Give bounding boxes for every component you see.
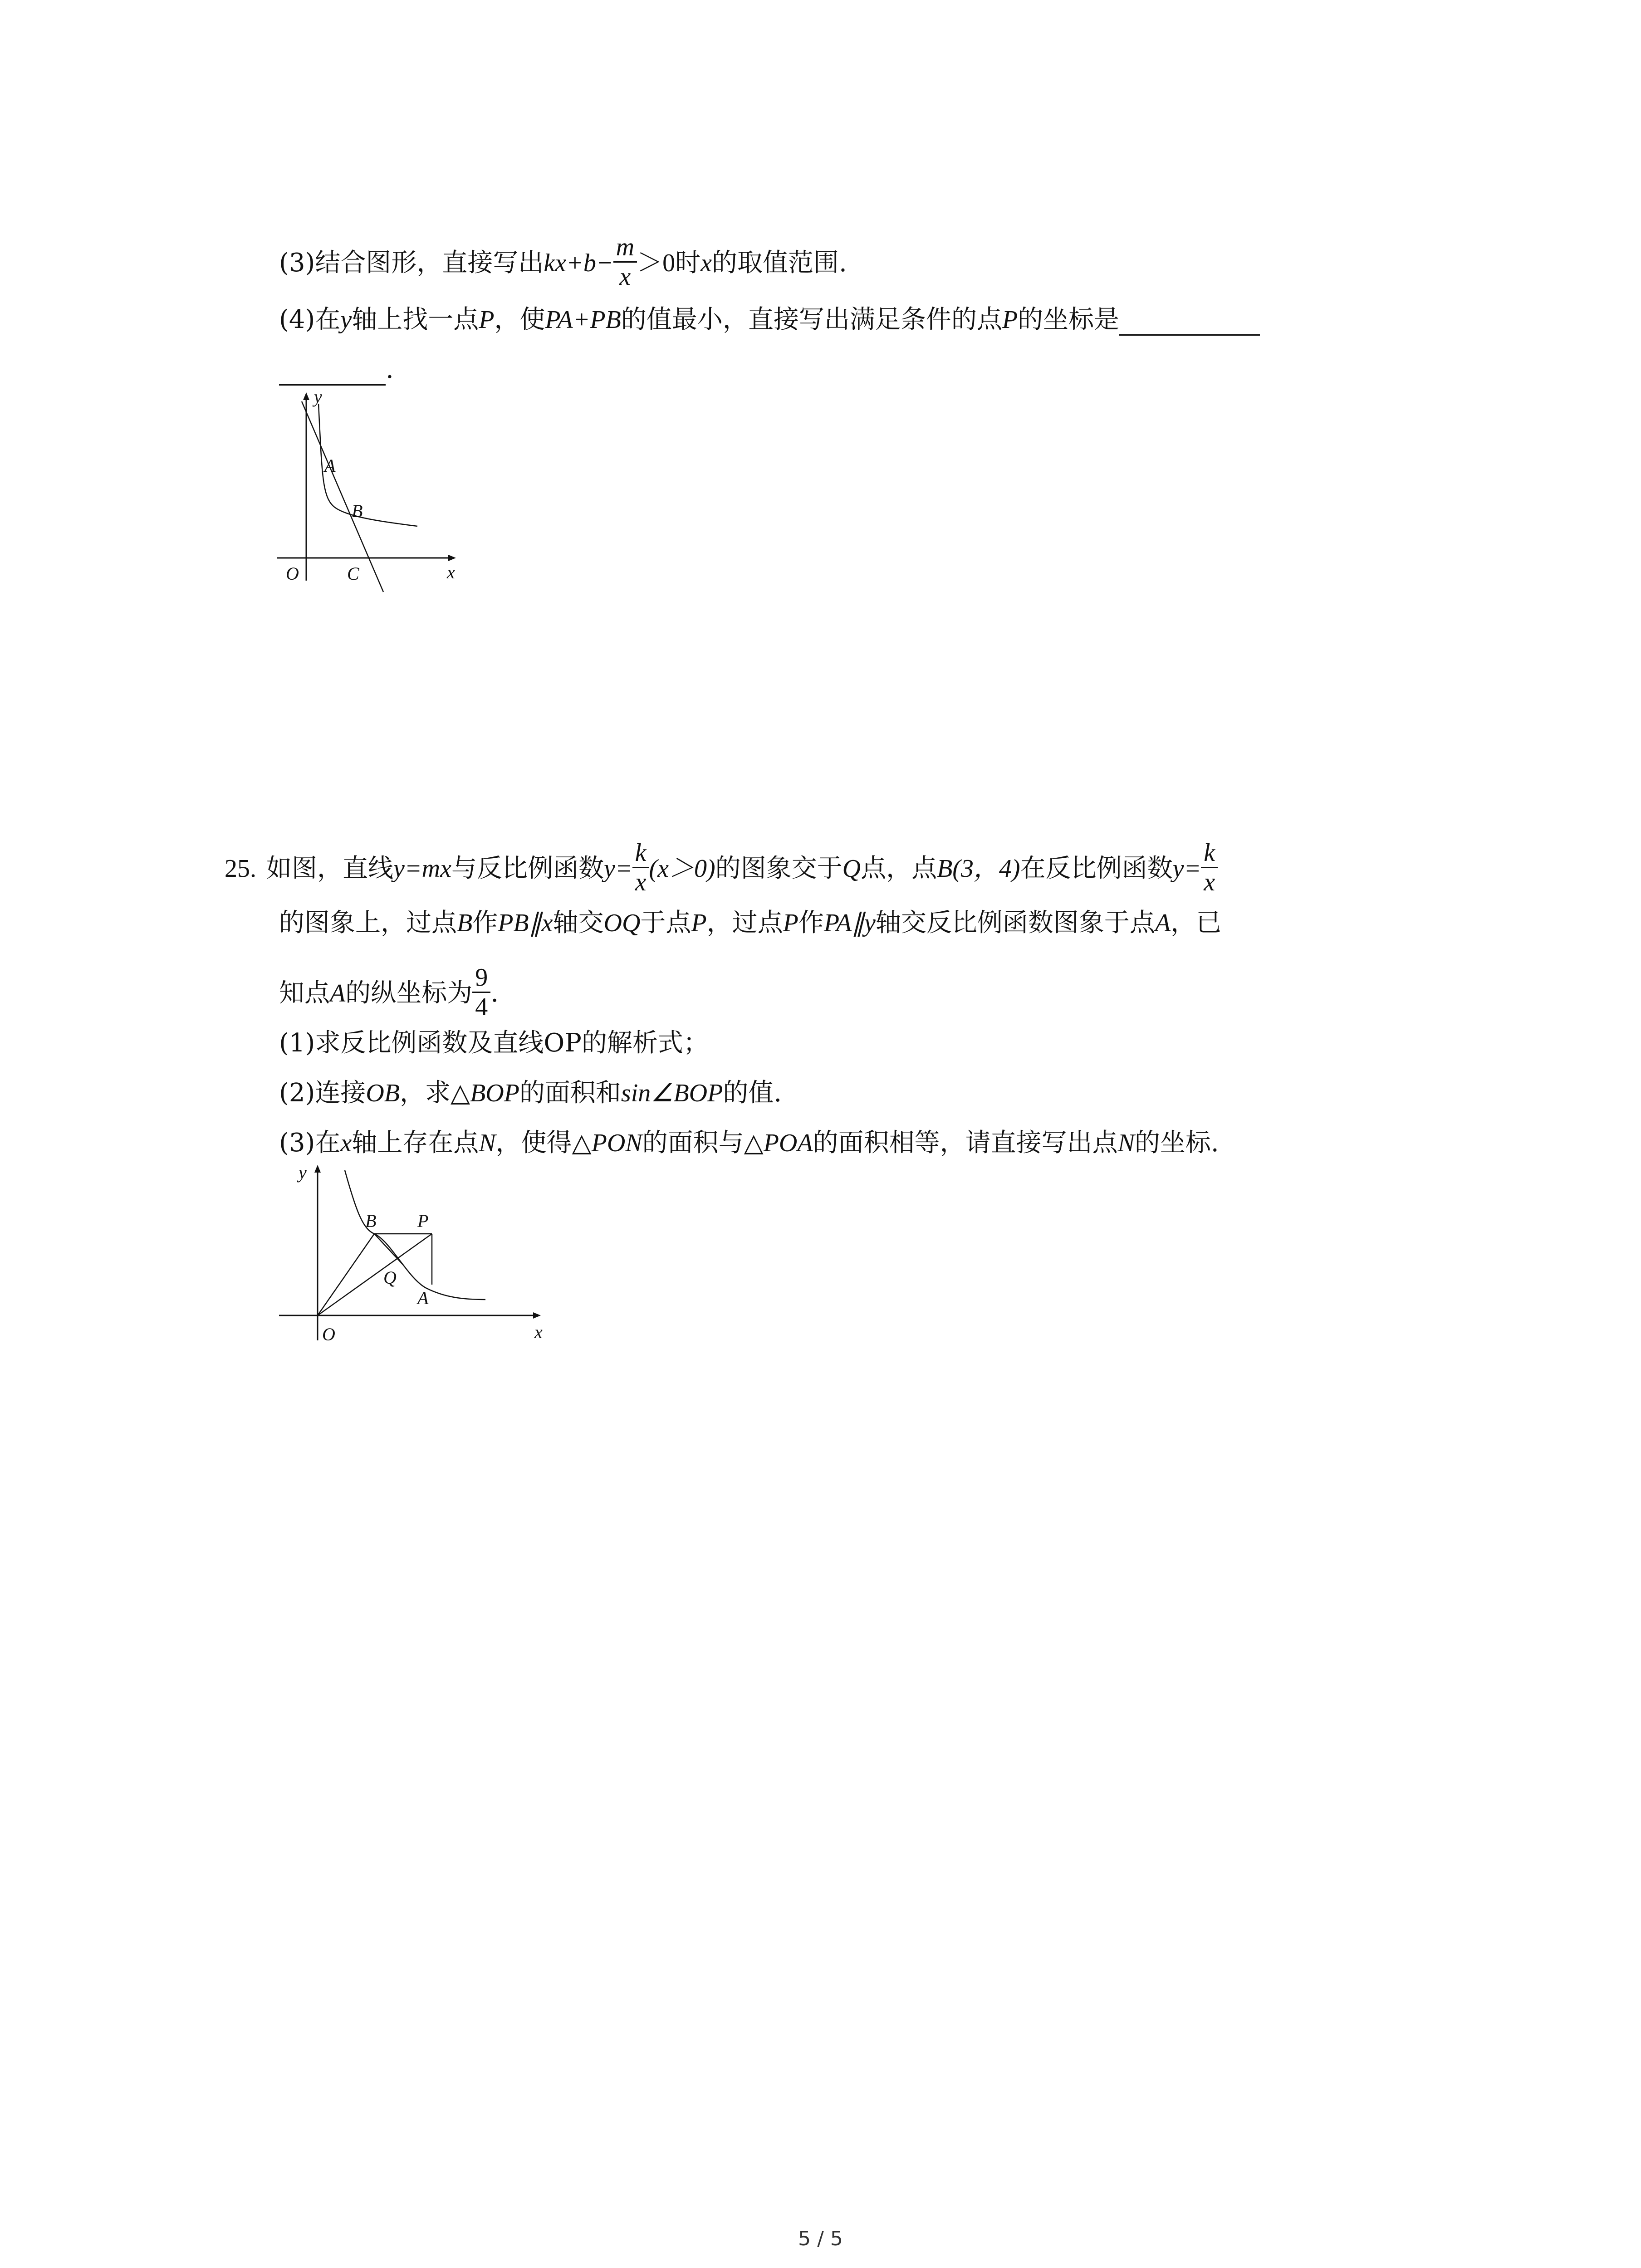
q25-var: BOP bbox=[470, 1079, 519, 1107]
fraction-numerator: k bbox=[632, 839, 649, 868]
q25-text: 于点 bbox=[640, 908, 691, 938]
q24-part4-cont bbox=[279, 354, 394, 386]
q25-text: 在反比例函数 bbox=[1020, 854, 1173, 883]
question-number: 25. bbox=[225, 855, 256, 883]
label-origin: O bbox=[322, 1324, 335, 1344]
q25-part2 bbox=[279, 1077, 782, 1109]
fraction-denominator: 4 bbox=[475, 993, 488, 1021]
q24-part3 bbox=[279, 233, 847, 293]
q24-part4-text: (4)在 bbox=[279, 305, 341, 334]
q25-var: y= bbox=[1172, 855, 1201, 883]
x-axis-arrow-icon bbox=[533, 1312, 541, 1319]
q24-part4 bbox=[279, 304, 1260, 336]
label-point-a: A bbox=[324, 455, 336, 476]
q25-var: (x＞0) bbox=[649, 855, 715, 883]
fraction-k-over-x bbox=[632, 839, 649, 896]
label-origin: O bbox=[286, 563, 299, 584]
q24-part3-expr: kx+b− bbox=[544, 249, 613, 277]
q25-var: sin∠BOP bbox=[621, 1079, 723, 1107]
label-point-a: A bbox=[417, 1288, 429, 1308]
q25-text: 如图，直线 bbox=[266, 854, 393, 883]
q25-var: A bbox=[330, 979, 346, 1007]
label-y: y bbox=[299, 1162, 307, 1183]
q25-text: 点，点 bbox=[861, 854, 937, 883]
fraction-denominator: x bbox=[1204, 868, 1215, 896]
fraction-denominator: x bbox=[619, 263, 631, 291]
segment-b-to-curve bbox=[374, 1234, 404, 1266]
answer-blank-line1[interactable] bbox=[1119, 310, 1260, 336]
q25-text: 知点 bbox=[279, 978, 330, 1008]
q25-text: 作 bbox=[472, 908, 498, 938]
q25-text: 的图象上，过点 bbox=[279, 908, 457, 938]
q25-var: OB bbox=[366, 1079, 400, 1107]
hyperbola-curve bbox=[345, 1170, 485, 1300]
figure-q24-graph bbox=[272, 386, 463, 594]
q25-var: Q bbox=[842, 855, 861, 883]
fraction-k-over-x bbox=[1201, 839, 1218, 896]
q24-part4-end: . bbox=[386, 355, 394, 384]
q25-text: 与反比例函数 bbox=[451, 854, 604, 883]
x-axis-arrow-icon bbox=[448, 555, 456, 561]
figure-q25-graph bbox=[272, 1161, 563, 1356]
label-y: y bbox=[314, 386, 322, 407]
q24-part4-text: 的坐标是 bbox=[1018, 305, 1120, 334]
q25-var: A bbox=[1155, 909, 1171, 937]
q25-text: ，求△ bbox=[399, 1078, 470, 1108]
q25-var: POA bbox=[763, 1129, 813, 1157]
q25-var: N bbox=[479, 1129, 496, 1157]
label-point-c: C bbox=[347, 563, 359, 584]
q25-text: ，过点 bbox=[706, 908, 783, 938]
q25-var: y=mx bbox=[393, 855, 451, 883]
q24-part3-text: (3)结合图形，直接写出 bbox=[279, 248, 544, 278]
q24-part4-var: P bbox=[1002, 306, 1018, 334]
fraction-numerator: 9 bbox=[472, 963, 490, 993]
q25-var: x bbox=[340, 1129, 352, 1157]
q24-part3-var: x bbox=[700, 249, 712, 277]
label-x: x bbox=[534, 1322, 543, 1342]
label-point-q: Q bbox=[383, 1267, 397, 1288]
fraction-9-over-4 bbox=[472, 963, 490, 1021]
q25-text: . bbox=[490, 978, 499, 1008]
q25-text: 的图象交于 bbox=[715, 854, 843, 883]
q25-line2 bbox=[279, 907, 1221, 939]
q25-part1-text: (1)求反比例函数及直线OP的解析式； bbox=[279, 1028, 709, 1058]
q25-text: 作 bbox=[798, 908, 824, 938]
q25-var: B(3，4) bbox=[937, 855, 1020, 883]
q24-part4-var: PA+PB bbox=[545, 306, 621, 334]
q25-text: 的坐标. bbox=[1134, 1128, 1219, 1158]
q24-part4-text: ，使 bbox=[494, 305, 545, 334]
straight-line bbox=[302, 401, 383, 592]
q25-text: ，已 bbox=[1171, 908, 1222, 938]
fraction-numerator: m bbox=[613, 233, 637, 263]
q25-var: PON bbox=[591, 1129, 642, 1157]
q24-part4-text: 的值最小，直接写出满足条件的点 bbox=[621, 305, 1002, 334]
q25-var: P bbox=[783, 909, 798, 937]
q25-text: ，使得△ bbox=[495, 1128, 592, 1158]
y-axis-arrow-icon bbox=[314, 1165, 321, 1173]
q24-part3-ineq: ＞0时 bbox=[637, 249, 701, 277]
q25-part1 bbox=[279, 1027, 709, 1059]
q24-part4-text: 轴上找一点 bbox=[352, 305, 479, 334]
label-point-b: B bbox=[365, 1211, 377, 1231]
q25-text: 的面积与△ bbox=[642, 1128, 764, 1158]
q24-part4-var: P bbox=[479, 306, 495, 334]
line-op bbox=[318, 1234, 432, 1315]
q25-text: (3)在 bbox=[279, 1128, 341, 1158]
label-x: x bbox=[447, 562, 455, 582]
q24-part3-end: 的取值范围. bbox=[711, 248, 847, 278]
q25-var: PA∥y bbox=[823, 909, 876, 937]
q24-part4-var: y bbox=[340, 306, 352, 334]
q25-text: 的值. bbox=[723, 1078, 782, 1108]
label-point-p: P bbox=[417, 1211, 429, 1231]
q25-line1 bbox=[225, 841, 1218, 899]
q25-var: y= bbox=[603, 855, 632, 883]
q25-var: P bbox=[691, 909, 707, 937]
q25-text: 的面积相等，请直接写出点 bbox=[813, 1128, 1118, 1158]
q25-text: 的面积和 bbox=[519, 1078, 621, 1108]
y-axis-arrow-icon bbox=[303, 392, 309, 400]
q25-var: B bbox=[457, 909, 473, 937]
q25-text: (2)连接 bbox=[279, 1078, 366, 1108]
q25-line3 bbox=[279, 963, 499, 1024]
q25-var: OQ bbox=[603, 909, 641, 937]
q25-text: 的纵坐标为 bbox=[345, 978, 473, 1008]
q25-text: 轴交 bbox=[553, 908, 604, 938]
fraction-numerator: k bbox=[1201, 839, 1218, 868]
fraction-m-over-x bbox=[613, 233, 637, 291]
q25-var: N bbox=[1117, 1129, 1135, 1157]
label-point-b: B bbox=[352, 501, 363, 521]
fraction-denominator: x bbox=[635, 868, 647, 896]
answer-blank-line2[interactable] bbox=[279, 360, 386, 386]
q25-text: 轴交反比例函数图象于点 bbox=[875, 908, 1155, 938]
line-ob bbox=[318, 1234, 374, 1315]
q25-var: PB∥x bbox=[498, 909, 553, 937]
q25-text: 轴上存在点 bbox=[352, 1128, 479, 1158]
q25-part3 bbox=[279, 1127, 1219, 1159]
page-number: 5 / 5 bbox=[798, 2227, 843, 2250]
